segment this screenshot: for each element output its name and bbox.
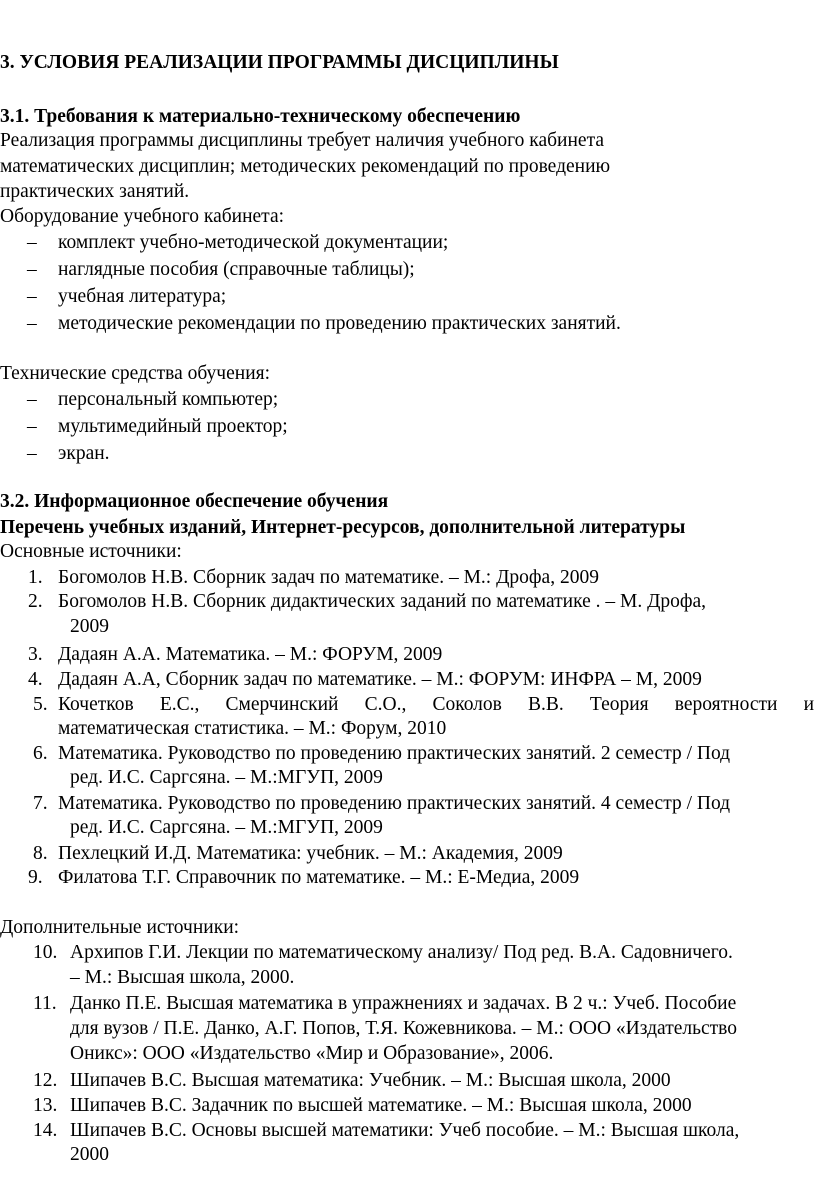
paragraph-line: Реализация программы дисциплины требует наличия учебного кабинета [0,130,604,151]
paragraph-line: практических занятий. [0,181,190,202]
extra-sources-label: Дополнительные источники: [0,917,240,938]
heading-3-2: 3.2. Информационное обеспечение обучения [0,491,389,512]
heading-3-1: 3.1. Требования к материально-техническому обеспечению [0,106,521,127]
dash-bullet: – [27,232,37,253]
dash-bullet: – [27,259,37,280]
dash-bullet: – [27,443,37,464]
dash-bullet: – [27,313,37,334]
justified-text: Кочетков Е.С., Смерчинский С.О., Соколов В.В. Теория вероятности и [58,694,814,715]
section-title: 3. УСЛОВИЯ РЕАЛИЗАЦИИ ПРОГРАММЫ ДИСЦИПЛИНЫ [0,52,559,73]
dash-bullet: – [27,416,37,437]
subheading: Перечень учебных изданий, Интернет-ресурсов, дополнительной литературы [0,517,686,538]
dash-bullet: – [27,286,37,307]
equipment-label: Оборудование учебного кабинета: [0,206,285,227]
justified-line [58,692,814,718]
dash-bullet: – [27,389,37,410]
main-sources-label: Основные источники: [0,541,182,562]
paragraph-line: математических дисциплин; методических рекомендаций по проведению [0,156,611,177]
tech-label: Технические средства обучения: [0,363,271,384]
